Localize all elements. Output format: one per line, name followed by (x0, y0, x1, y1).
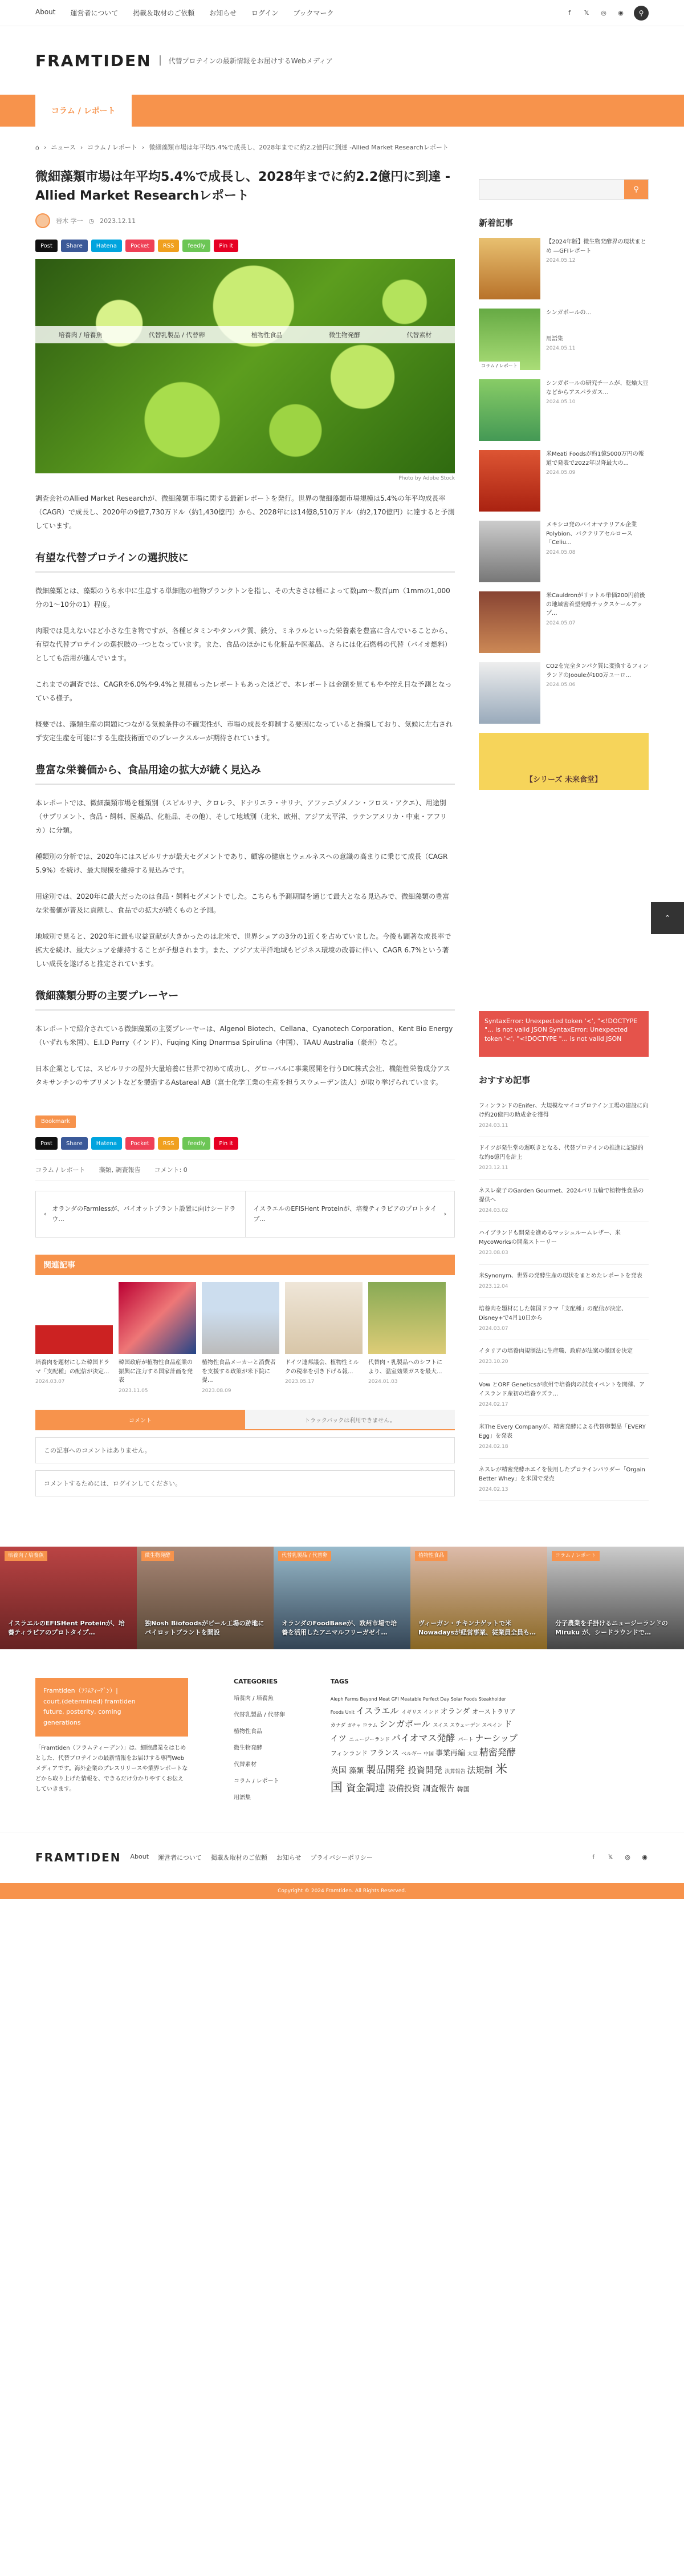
recommended-item[interactable] (479, 1180, 649, 1222)
author-avatar (35, 213, 50, 228)
x-icon[interactable]: 𝕏 (608, 1853, 613, 1861)
rec-title: ハイブランドも開発を進めるマッシュルームレザー、米MycoWorksの開業ストーリー (479, 1230, 621, 1246)
tag-link[interactable]: Perfect Day (422, 1696, 451, 1702)
tag-link[interactable]: ドイツ (330, 1720, 512, 1743)
footer-category-link[interactable]: 代替素材 (234, 1761, 256, 1768)
search-icon[interactable]: ⚲ (634, 6, 649, 21)
breadcrumb-news[interactable]: ニュース (51, 144, 76, 151)
footer-card-label: 代替乳製品 / 代替卵 (278, 1551, 331, 1561)
social-links (565, 6, 649, 21)
tag-link[interactable]: フランス (369, 1749, 402, 1758)
share-pinterest-button[interactable]: Pin it (214, 1137, 238, 1150)
tag-link[interactable]: Unit (345, 1710, 356, 1715)
article-main (35, 168, 455, 1501)
tag-link[interactable]: 資金調達 (346, 1783, 388, 1795)
news-title: 【2024年版】微生物発酵界の現状まとめ ―GFIレポート (546, 239, 646, 254)
article-paragraph: 概要では、藻類生産の問題につながる気候条件の不確実性が、市場の成長を抑制する要因になっていると指摘しており、気候に左右されず安定生産を可能にする生産技術面でのブレークスルーが期待されています。 (35, 720, 453, 742)
article-paragraph: 肉眼では見えないほど小さな生き物ですが、各種ビタミンやタンパク質、鉄分、ミネラルといった栄養素を豊富に含んでいることから、有望な代替プロテインの選択肢の一つとなっています。また、食品のほかにも化粧品や医薬品、さらには化石燃料の代替（バイオ燃料）としても活用が進んでいます。 (35, 627, 452, 662)
news-thumb (479, 309, 540, 370)
site-tagline: 代替プロテインの最新情報をお届けするWebメディア (168, 56, 333, 65)
tag-link[interactable]: 事業再編 (435, 1749, 467, 1758)
recommended-item[interactable] (479, 1459, 649, 1501)
footer-categories-heading: CATEGORIES (234, 1677, 278, 1685)
sidebar-news-item[interactable] (479, 662, 649, 724)
tag-link[interactable]: 製品開発 (366, 1764, 408, 1776)
footer-categories (234, 1678, 285, 1809)
tag-link[interactable]: 投資開発 (408, 1764, 445, 1775)
share-feedly-button[interactable]: feedly (182, 240, 210, 252)
tag-link[interactable]: スウェーデン (449, 1723, 482, 1729)
related-title: 代替肉・乳製品へのシフトにより、温室効果ガスを最大... (368, 1360, 442, 1375)
article-tags-link[interactable]: 藻類, 調査報告 (99, 1166, 141, 1174)
news-date: 2024.05.10 (546, 399, 576, 405)
recommended-item[interactable] (479, 1298, 649, 1340)
related-title: ドイツ連邦議会、植物性ミルクの税率を引き下げる報... (285, 1360, 359, 1375)
footer-description: 「Framtiden（フラムティーデン）」は、細胞農業をはじめとした、代替プロテインの最新情報をお届けする専門Webメディアです。海外企業のプレスリリースや業界レポートなどから取り上げた情報を、できるだけ分かりやすくお伝えしていきます。 (35, 1745, 188, 1792)
footer-nav-link[interactable]: お知らせ (276, 1854, 302, 1862)
news-date: 2024.05.11 (546, 346, 576, 351)
site-footer (0, 1649, 684, 1832)
footer-card-title: ヴィーガン・チキンナゲットで米Nowadaysが経営事業、従業員全員も… (418, 1619, 536, 1637)
footer-tags (331, 1678, 519, 1809)
sidebar-news-item[interactable] (479, 450, 649, 512)
article-date: 2023.12.11 (100, 217, 136, 225)
footer-tags-heading: TAGS (330, 1677, 349, 1685)
breadcrumb-sep: › (80, 143, 83, 151)
news-title: シンガポールの研究チームが、乾燥大豆などからアスパラガス… (546, 380, 649, 396)
category-band (0, 95, 684, 127)
hero-category-nav (35, 326, 455, 343)
hero-nav-item[interactable]: 植物性食品 (251, 331, 283, 339)
share-facebook-button[interactable]: Share (61, 1137, 88, 1150)
news-title: 米Cauldronがリットル単価200円前後の地域密着型発酵テックスケールアップ... (546, 593, 645, 616)
related-card[interactable] (119, 1282, 196, 1395)
photo-credit: Photo by Adobe Stock (398, 476, 455, 481)
related-card[interactable] (202, 1282, 279, 1395)
footer-article-strip (0, 1547, 684, 1649)
related-thumb (285, 1282, 363, 1354)
share-pocket-button[interactable]: Pocket (125, 240, 154, 252)
footer-category-link[interactable]: 植物性食品 (234, 1728, 262, 1735)
recommended-item[interactable] (479, 1340, 649, 1373)
site-logo[interactable]: FRAMTIDEN (35, 51, 152, 70)
related-title: 韓国政府が植物性食品産業の振興に注力する国家計画を発表 (119, 1360, 193, 1384)
rec-date: 2024.02.18 (479, 1444, 508, 1450)
brand-header (0, 26, 684, 95)
tag-link[interactable]: 精密発酵 (479, 1746, 516, 1758)
recommended-item[interactable] (479, 1137, 649, 1179)
related-thumb (119, 1282, 196, 1354)
tag-link[interactable]: 英国 (330, 1766, 349, 1775)
rec-date: 2023.10.20 (479, 1359, 508, 1365)
tag-link[interactable]: 決算報告 (445, 1768, 467, 1775)
rec-title: ドイツが発生堂の遅咲きとなる、代替プロテインの推進に記録的な約6億円を計上 (479, 1145, 644, 1161)
nav-news[interactable]: お知らせ (209, 9, 237, 17)
rec-date: 2024.03.11 (479, 1123, 508, 1129)
breadcrumb-sep: › (141, 143, 145, 151)
nav-about[interactable]: About (35, 8, 56, 16)
recommended-item[interactable] (479, 1222, 649, 1264)
facebook-icon[interactable]: f (592, 1853, 595, 1861)
related-card[interactable] (35, 1282, 113, 1395)
top-nav (35, 8, 333, 18)
breadcrumb-column[interactable]: コラム / レポート (87, 144, 137, 151)
tag-link[interactable]: オランダ (440, 1707, 473, 1717)
search-icon[interactable]: ⚲ (624, 180, 648, 199)
article-paragraph: 日本企業としては、スピルリナの屋外大量培養に世界で初めて成功し、グローバルに事業展開を行うDIC株式会社、機能性栄養成分アスタキサンチンのサプリメントなどを製造するAstareal AB（富士化学工業の生産を担うスウェーデン法人）が取り挙げられています。 (35, 1065, 450, 1086)
related-date: 2023.08.09 (202, 1388, 231, 1394)
rss-icon[interactable]: ◉ (642, 1853, 648, 1861)
comment-tabs (35, 1410, 455, 1430)
rec-date: 2024.02.17 (479, 1401, 508, 1407)
recommended-item[interactable] (479, 1265, 649, 1298)
share-feedly-button[interactable]: feedly (182, 1137, 210, 1150)
share-rss-button[interactable]: RSS (158, 240, 180, 252)
footer-nav-link[interactable]: About (130, 1853, 149, 1861)
sidebar-search (479, 179, 649, 200)
nav-login[interactable]: ログイン (251, 9, 279, 17)
sidebar-news-item[interactable] (479, 521, 649, 582)
tag-link[interactable]: 法規制 (467, 1764, 496, 1775)
related-date: 2024.03.07 (35, 1379, 65, 1385)
footer-category-link[interactable]: 培養肉 / 培養魚 (234, 1695, 274, 1702)
x-icon[interactable]: 𝕏 (584, 9, 589, 17)
tag-link[interactable]: Aleph Farms (330, 1696, 360, 1702)
rec-title: 培養肉を題材にした韓国ドラマ「支配種」の配信が決定、Disney+で4月10日から (479, 1305, 627, 1321)
footer-article-card[interactable] (547, 1547, 684, 1649)
footer-card-label: コラム / レポート (552, 1551, 600, 1561)
tag-link[interactable]: ガチャ (347, 1723, 363, 1729)
share-buttons-bottom (35, 1137, 455, 1150)
news-date: 2024.05.06 (546, 682, 576, 688)
rec-title: ネスレが精密発酵ホエイを使用したプロテインパウダー「Orgain Better Whey」を米国で発売 (479, 1466, 645, 1482)
share-facebook-button[interactable]: Share (61, 240, 88, 252)
news-thumb (479, 238, 540, 299)
tag-link[interactable]: 藻類 (349, 1766, 367, 1775)
nav-bookmark[interactable]: ブックマーク (293, 9, 334, 17)
rss-icon[interactable]: ◉ (618, 9, 624, 17)
news-title: シンガポールの... (546, 310, 592, 316)
no-comments-box: この記事へのコメントはありません。 (35, 1437, 455, 1463)
related-card[interactable] (285, 1282, 363, 1395)
next-article-link[interactable] (246, 1191, 455, 1237)
rec-title: Vow とORF Geneticsが欧州で培養肉の試食イベントを開催、アイスランド産初の培養ウズラ... (479, 1381, 645, 1397)
hero-nav-item[interactable]: 培養肉 / 培養魚 (58, 331, 103, 339)
news-badge: コラム / レポート (479, 362, 520, 370)
bottom-left (35, 1851, 373, 1864)
article-taxonomy (35, 1159, 455, 1181)
share-hatena-button[interactable]: Hatena (91, 1137, 122, 1150)
recommended-item[interactable] (479, 1374, 649, 1416)
news-thumb (479, 450, 540, 512)
tag-link[interactable]: コラム (362, 1723, 380, 1729)
news-thumb (479, 521, 540, 582)
footer-category-link[interactable]: 微生物発酵 (234, 1745, 262, 1751)
article-paragraph: 本レポートでは、微細藻類市場を種類別（スピルリナ、クロレラ、ドナリエラ・サリナ、アファニゾメノン・フロス・アクエ）、用途別（サプリメント、食品・飼料、医薬品、化粧品、その他）、そして地域別（北米、欧州、アジア太平洋、ラテンアメリカ・中東・アフリカ）に分類。 (35, 799, 447, 834)
footer-nav-link[interactable]: 掲載＆取材のご依頼 (210, 1854, 267, 1862)
article-paragraph: 用途別では、2020年に最大だったのは食品・飼料セグメントでした。こちらも予測期間を通じて最大となる見込みで、微細藻類の豊富な栄養価が普及に貢献し、食品での拡大が続くものと予測。 (35, 893, 450, 914)
sidebar-error-box: SyntaxError: Unexpected token '<', "<!DOCTYPE "... is not valid JSON SyntaxError: Unexpected token '<', "<!DOCTYPE "... is not valid JSON (479, 1011, 649, 1057)
news-badge-secondary: 用語集 (546, 335, 563, 342)
share-buttons-top (35, 240, 455, 252)
clock-icon: ◷ (88, 217, 95, 225)
rec-title: 米The Every Companyが、精密発酵による代替卵製品「EVERY Egg」を発表 (479, 1424, 646, 1440)
footer-article-card[interactable] (410, 1547, 547, 1649)
article-intro: 調査会社のAllied Market Researchが、微細藻類市場に関する最新レポートを発行。世界の微細藻類市場規模は5.4%の年平均成長率（CAGR）で成長し、2020年の9億7,730万ドル（約1,430億円）から、2028年には14億8,510万ドル（約2,170億円）に達すると予測しています。 (35, 494, 455, 530)
comment-count: コメント: 0 (154, 1166, 188, 1174)
tag-link[interactable]: バイオマス発酵 (391, 1732, 458, 1743)
footer-card-label: 微生物発酵 (141, 1551, 174, 1561)
footer-logo[interactable]: FRAMTIDEN (35, 1851, 121, 1865)
logo-divider (160, 55, 161, 66)
article-paragraph: 地域別で見ると、2020年に最も収益貢献が大きかったのは北米で、世界シェアの3分の1近くを占めていました。今後も顕著な成長率で拡大を続け、最大シェアを維持することが予想されます。また、アジア太平洋地域もビジネス環境の改善に伴い、CAGR 6.7%という著しい成長を遂げると推定されています。 (35, 932, 451, 968)
footer-category-link[interactable]: 代替乳製品 / 代替卵 (234, 1711, 285, 1718)
footer-card-title: 分子農業を手掛けるニュージーランドのMiruku が、シードラウンドで… (555, 1619, 668, 1637)
footer-category-link[interactable]: 用語集 (234, 1794, 251, 1801)
footer-article-card[interactable] (137, 1547, 274, 1649)
news-title: 米Meati Foodsが約1億5000万円の報道で発表で2022年以降最大の... (546, 451, 644, 466)
related-thumb (202, 1282, 279, 1354)
related-title: 植物性食品メーカーと消費者を支援する政策が米下院に提... (202, 1360, 276, 1384)
home-icon[interactable]: ⌂ (35, 143, 39, 151)
sidebar (479, 168, 649, 1501)
sidebar-search-input[interactable] (479, 180, 624, 199)
footer-nav (131, 1853, 373, 1862)
tag-link[interactable]: Steakholder Foods (330, 1696, 506, 1715)
prev-next-nav (35, 1191, 455, 1238)
rec-title: 米Synonym、世界の発酵生産の現状をまとめたレポートを発表 (479, 1272, 642, 1279)
sidebar-news-item[interactable] (479, 309, 649, 370)
tab-comments[interactable]: コメント (35, 1410, 245, 1429)
tag-link[interactable]: Meatable (400, 1696, 423, 1702)
article-title: 微細藻類市場は年平均5.4%で成長し、2028年までに約2.2億円に到達 -Allied Market Researchレポート (35, 170, 451, 203)
prev-article-title: オランダのFarmlessが、バイオットプラント設置に向けシードラウ... (52, 1205, 236, 1223)
rec-date: 2023.12.11 (479, 1165, 508, 1171)
article-paragraph: これまでの調査では、CAGRを6.0%や9.4%と見積もったレポートもあったほどで、本レポートは金額を見てもやや控え目な予測となっている様子。 (35, 680, 452, 702)
footer-category-link[interactable]: コラム / レポート (234, 1778, 279, 1784)
footer-brand-box: Framtiden（ﾌﾗﾑﾃｨｰﾃﾞﾝ）| court.(determined) framtiden future, posterity, coming generations (35, 1678, 188, 1737)
news-date: 2024.05.08 (546, 549, 576, 555)
tag-link[interactable]: インド (423, 1710, 441, 1716)
tag-link[interactable]: カナダ (330, 1723, 348, 1729)
related-date: 2023.11.05 (119, 1388, 148, 1394)
news-thumb (479, 662, 540, 724)
bottom-bar (0, 1832, 684, 1883)
tag-link[interactable]: フィンランド (330, 1749, 370, 1757)
chevron-right-icon: › (443, 1210, 446, 1218)
footer-article-card[interactable] (0, 1547, 137, 1649)
rec-date: 2023.08.03 (479, 1250, 508, 1256)
chevron-left-icon: ‹ (44, 1210, 47, 1218)
tag-link[interactable]: 米国 (330, 1762, 508, 1795)
tag-link[interactable]: ニュージーランド (349, 1737, 392, 1743)
share-x-button[interactable]: Post (35, 1137, 58, 1150)
tag-link[interactable]: スペイン (482, 1723, 504, 1729)
footer-card-label: 植物性食品 (415, 1551, 447, 1561)
tag-link[interactable]: 設備投資 (388, 1784, 423, 1794)
tag-link[interactable]: シンガポール (379, 1719, 433, 1730)
footer-card-title: イスラエルのEFISHent Proteinが、培養ティラピアのプロトタイプ… (8, 1619, 125, 1637)
related-thumb (35, 1282, 113, 1354)
top-bar (0, 0, 684, 26)
news-date: 2024.05.09 (546, 470, 576, 476)
news-thumb (479, 591, 540, 653)
related-date: 2024.01.03 (368, 1379, 398, 1385)
news-title: CO2を完全タンパク質に変換するフィンランドのJoouleが100万ユーロ... (546, 663, 649, 679)
tag-link[interactable]: イスラエル (356, 1706, 402, 1717)
article-paragraph: 本レポートで紹介されている微細藻類の主要プレーヤーは、Algenol Biotech、Cellana、Cyanotech Corporation、Kent Bio Energy（いずれも米国）、E.I.D Parry（インド）、Fuqing King Dnarmsa Spirulina（中国）、TAAU Australia（豪州）など。 (35, 1025, 453, 1046)
sidebar-news-item[interactable] (479, 379, 649, 441)
tag-link[interactable]: イギリス (401, 1710, 424, 1716)
share-rss-button[interactable]: RSS (158, 1137, 180, 1150)
related-articles (35, 1282, 455, 1395)
rec-date: 2024.03.02 (479, 1207, 508, 1214)
tag-link[interactable]: 大豆 (467, 1751, 479, 1757)
tag-link[interactable]: 中国 (423, 1751, 435, 1757)
footer-nav-link[interactable]: 運営者について (158, 1854, 202, 1862)
hero-nav-item[interactable]: 微生物発酵 (329, 331, 360, 339)
rec-date: 2024.03.07 (479, 1325, 508, 1332)
instagram-icon[interactable]: ◎ (625, 1853, 630, 1861)
footer-card-label: 培養肉 / 培養魚 (5, 1551, 47, 1561)
footer-card-title: オランダのFoodBaseが、欧州市場で培養を活用したアニマルフリーガゼイ… (282, 1619, 397, 1637)
sidebar-spacer (479, 798, 649, 1003)
article-category-link[interactable]: コラム / レポート (35, 1166, 85, 1174)
tag-link[interactable]: Solar Foods (450, 1696, 479, 1702)
tag-link[interactable]: スイス (433, 1723, 450, 1729)
hero-image (35, 259, 455, 473)
related-thumb (368, 1282, 446, 1354)
news-thumb (479, 379, 540, 441)
section-heading: 微細藻類分野の主要プレーヤー (35, 988, 455, 1011)
breadcrumb-sep: › (43, 143, 47, 151)
instagram-icon[interactable]: ◎ (601, 9, 606, 17)
nav-request[interactable]: 掲載＆取材のご依頼 (133, 9, 195, 17)
hero-nav-item[interactable]: 代替素材 (406, 331, 432, 339)
banner-ad-text: 【シリーズ 未来食堂】 (526, 776, 602, 784)
share-pocket-button[interactable]: Pocket (125, 1137, 154, 1150)
copyright: Copyright © 2024 Framtiden. All Rights Reserved. (0, 1883, 684, 1899)
sidebar-new-heading: 新着記事 (479, 218, 514, 228)
recommended-item[interactable] (479, 1095, 649, 1137)
tag-link[interactable]: Beyond Meat (360, 1696, 392, 1702)
related-title: 培養肉を題材にした韓国ドラマ「支配種」の配信が決定... (35, 1360, 109, 1375)
news-date: 2024.05.12 (546, 258, 576, 263)
login-to-comment-box: コメントするためには、ログインしてください。 (35, 1470, 455, 1496)
article-meta (35, 213, 455, 228)
share-x-button[interactable]: Post (35, 240, 58, 252)
nav-operator[interactable]: 運営者について (70, 9, 119, 17)
tag-link[interactable]: パート (458, 1737, 475, 1743)
news-title: メキシコ発のバイオマテリアル企業Polybion、バクテリアセルロース「Celiu... (546, 522, 637, 546)
share-hatena-button[interactable]: Hatena (91, 240, 122, 252)
article-paragraph: 微細藻類とは、藻類のうち水中に生息する単細胞の植物プランクトンを指し、その大きさは種によって数μm〜数百μm（1mmの1,000分の1〜10分の1）程度。 (35, 587, 450, 608)
next-article-title: イスラエルのEFISHent Proteinが、培養ティラピアのプロトタイプ... (253, 1205, 437, 1223)
section-heading: 豊富な栄養価から、食品用途の拡大が続く見込み (35, 762, 455, 785)
breadcrumb-current: 微細藻類市場は年平均5.4%で成長し、2028年までに約2.2億円に到達 -Allied Market Researchレポート (149, 144, 449, 151)
footer-card-title: 独Nosh Biofoodsがビール工場の跡地にパイロットプラントを開設 (145, 1619, 264, 1637)
chevron-up-icon: ⌃ (664, 914, 671, 923)
facebook-icon[interactable]: f (568, 9, 571, 17)
rec-title: フィンランドのEnifer、大規模なマイコプロテイン工場の建設に向け約20億円の助成金を獲得 (479, 1103, 649, 1118)
sidebar-banner-ad[interactable] (479, 733, 649, 790)
sidebar-rec-heading: おすすめ記事 (479, 1075, 531, 1085)
related-heading: 関連記事 (35, 1255, 455, 1275)
tag-link[interactable]: GFI (391, 1696, 401, 1702)
footer-article-card[interactable] (274, 1547, 410, 1649)
sidebar-news-item[interactable] (479, 591, 649, 653)
tag-link[interactable]: ナーシップ (475, 1733, 518, 1743)
related-date: 2023.05.17 (285, 1379, 315, 1385)
article-paragraph: 種類別の分析では、2020年にはスピルリナが最大セグメントであり、顧客の健康とウェルネスへの意識の高まりに乗じて成長（CAGR 5.9%）を続け、最大規模を維持する見込みです。 (35, 853, 448, 874)
rec-title: イタリアの培養肉規制法に生産職、政府が法案の撤回を決定 (479, 1348, 633, 1355)
tag-link[interactable]: 調査報告 (422, 1784, 457, 1794)
prev-article-link[interactable] (36, 1191, 246, 1237)
category-tab: コラム / レポート (35, 95, 132, 127)
related-card[interactable] (368, 1282, 446, 1395)
tag-link[interactable]: 韓国 (457, 1786, 470, 1794)
bookmark-button[interactable]: Bookmark (35, 1115, 76, 1128)
share-pinterest-button[interactable]: Pin it (214, 240, 238, 252)
rec-date: 2024.02.13 (479, 1486, 508, 1492)
section-heading: 有望な代替プロテインの選択肢に (35, 550, 455, 573)
tag-cloud (331, 1693, 519, 1797)
breadcrumb (0, 127, 684, 168)
tag-link[interactable]: ベルギー (401, 1751, 424, 1757)
rec-date: 2023.12.04 (479, 1283, 508, 1289)
rec-title: ネスレ豪子のGarden Gourmet、2024パリ五輪で植物性食品の提供へ (479, 1187, 644, 1203)
hero-nav-item[interactable]: 代替乳製品 / 代替卵 (148, 331, 205, 339)
footer-nav-link[interactable]: プライバシーポリシー (310, 1854, 373, 1862)
recommended-item[interactable] (479, 1416, 649, 1458)
tag-link[interactable]: オーストラリア (472, 1708, 516, 1716)
tab-trackbacks[interactable]: トラックバックは利用できません。 (245, 1410, 455, 1429)
sidebar-news-item[interactable] (479, 238, 649, 299)
news-date: 2024.05.07 (546, 620, 576, 626)
author-name[interactable]: 岩木 学一 (56, 217, 83, 225)
scroll-top-button[interactable] (651, 902, 684, 934)
footer-social (589, 1853, 649, 1861)
